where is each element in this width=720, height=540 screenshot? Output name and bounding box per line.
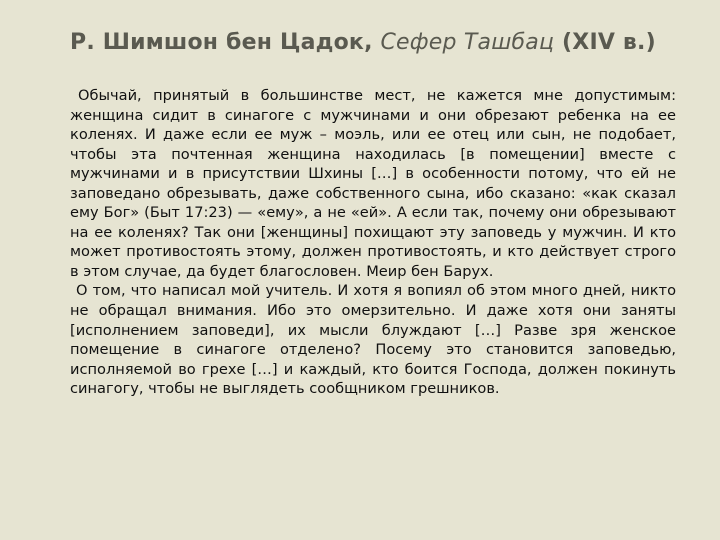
paragraph-1: Обычай, принятый в большинстве мест, не кажется мне допустимым: женщина сидит в синагоге с мужчинами и они обрезают ребенка на ее коленях. И даже если ее муж – моэль, или ее отец или сын, не подобает, чтобы эта почтенная женщина находилась [в помещении] вместе с мужчинами и в присутствии Шхины […] в особенности потому, что ей не заповедано обрезывать, даже собственного сына, ибо сказано: «как сказал ему Бог» (Быт 17:23) — «ему», а не «ей». А если так, почему они обрезывают на ее коленях? Так они [женщины] похищают эту заповедь у мужчин. И кто может противостоять этому, должен противостоять, и кто действует строго в этом случае, да будет благословен. Меир бен Барух.	[70, 87, 676, 280]
title-century: (XIV в.)	[554, 30, 656, 55]
paragraph-2: О том, что написал мой учитель. И хотя я вопиял об этом много дней, никто не обращал внимания. Ибо это омерзительно. И даже хотя они заняты [исполнением заповеди], их мысли блуждают […] Разве зря женское помещение в синагоге отделено? Посему это становится заповедью, исполняемой во грехе […] и каждый, кто боится Господа, должен покинуть синагогу, чтобы не выглядеть сообщником грешников.	[70, 282, 676, 398]
slide-body	[70, 86, 676, 399]
title-book: Сефер Ташбац	[380, 30, 555, 55]
title-author: Р. Шимшон бен Цадок,	[70, 30, 381, 55]
slide-title	[70, 30, 690, 55]
